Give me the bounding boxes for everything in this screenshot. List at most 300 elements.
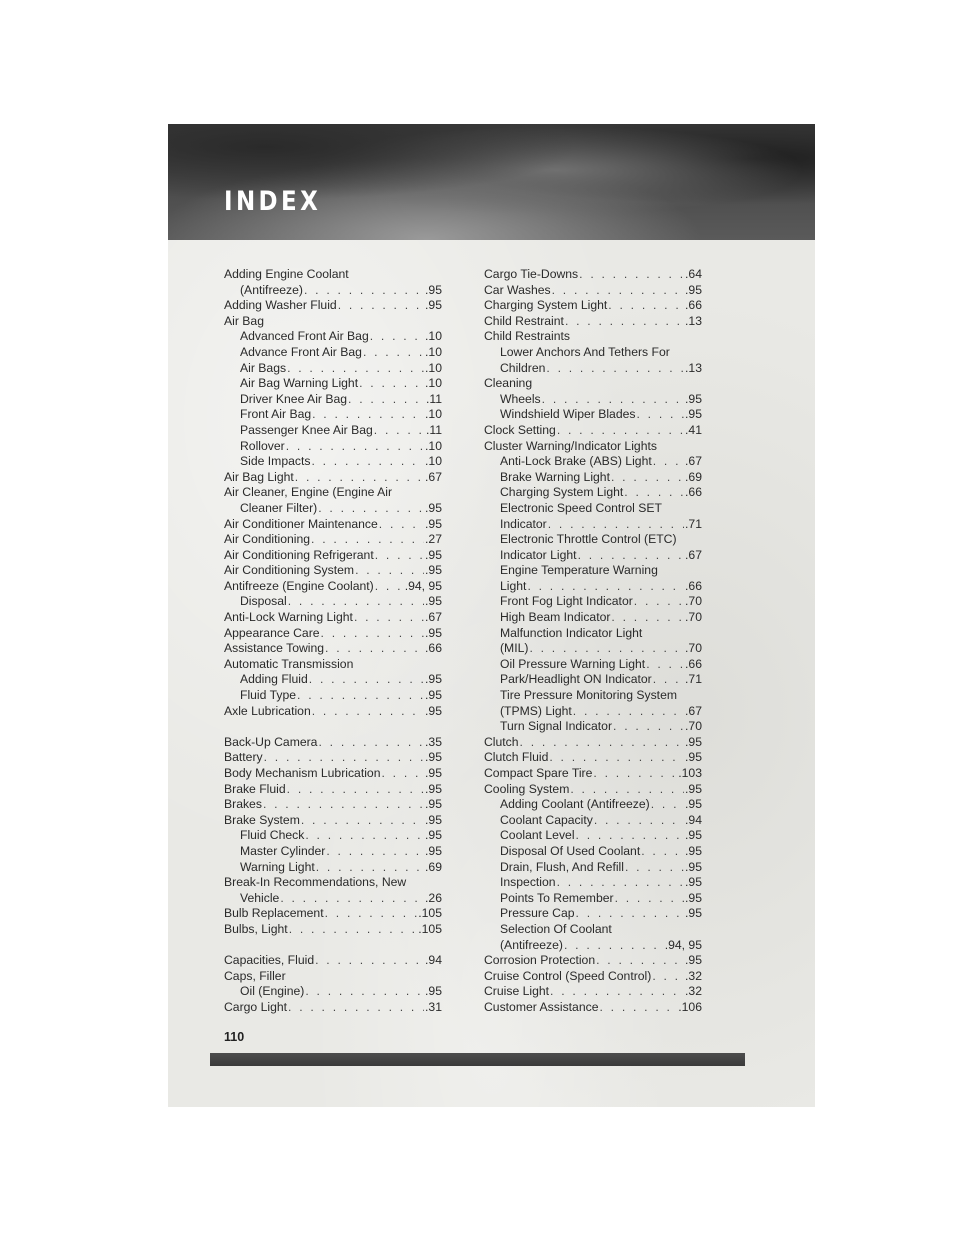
index-entry xyxy=(484,938,702,954)
entry-label: Bulb Replacement xyxy=(224,906,324,921)
dot-leader xyxy=(288,1000,424,1016)
entry-page: .95 xyxy=(685,875,702,890)
entry-page: .13 xyxy=(685,313,702,328)
index-entry xyxy=(224,704,442,720)
index-entry xyxy=(484,860,702,876)
entry-label: (Antifreeze) xyxy=(240,282,303,297)
index-entry xyxy=(224,439,442,455)
index-entry xyxy=(484,719,702,735)
entry-label: Advanced Front Air Bag xyxy=(240,329,369,344)
dot-leader xyxy=(634,594,684,610)
index-entry xyxy=(224,517,442,533)
entry-label: Charging System Light xyxy=(484,298,608,313)
index-entry xyxy=(224,797,442,813)
index-entry xyxy=(484,610,702,626)
entry-page: .95 xyxy=(425,703,442,718)
entry-page: .71 xyxy=(685,672,702,687)
entry-page: .67 xyxy=(425,469,442,484)
index-entry xyxy=(484,735,702,751)
index-entry xyxy=(224,875,442,891)
index-entry xyxy=(224,314,442,330)
entry-label: Rollover xyxy=(240,438,285,453)
entry-page: .69 xyxy=(425,859,442,874)
dot-leader xyxy=(318,501,424,517)
entry-label: Cluster Warning/Indicator Lights xyxy=(484,438,657,453)
dot-leader xyxy=(653,672,684,688)
entry-label: Light xyxy=(500,578,527,593)
entry-page: .95 xyxy=(685,828,702,843)
index-entry xyxy=(224,766,442,782)
entry-page: .41 xyxy=(685,422,702,437)
entry-label: Cleaner Filter) xyxy=(240,500,318,515)
index-entry xyxy=(484,517,702,533)
entry-label: Drain, Flush, And Refill xyxy=(500,859,624,874)
entry-page: .94, 95 xyxy=(404,578,442,593)
index-entry xyxy=(224,392,442,408)
dot-leader xyxy=(305,828,424,844)
dot-leader xyxy=(311,532,424,548)
entry-label: Brake Fluid xyxy=(224,781,286,796)
dot-leader xyxy=(315,953,424,969)
dot-leader xyxy=(288,594,424,610)
index-entry xyxy=(484,376,702,392)
index-entry xyxy=(484,532,702,548)
index-entry xyxy=(484,953,702,969)
entry-label: Master Cylinder xyxy=(240,843,326,858)
dot-leader xyxy=(542,392,684,408)
entry-page: .26 xyxy=(425,890,442,905)
entry-label: Oil Pressure Warning Light xyxy=(500,656,646,671)
entry-page: .10 xyxy=(425,454,442,469)
entry-page: .95 xyxy=(685,391,702,406)
entry-label: Brakes xyxy=(224,797,262,812)
index-entry xyxy=(484,407,702,423)
dot-leader xyxy=(312,407,424,423)
index-entry xyxy=(484,548,702,564)
footer-bar xyxy=(210,1053,745,1066)
index-entry xyxy=(484,361,702,377)
entry-label: Air Conditioning System xyxy=(224,563,355,578)
entry-page: .71 xyxy=(685,516,702,531)
entry-page: .95 xyxy=(685,890,702,905)
dot-leader xyxy=(316,860,424,876)
entry-label: Coolant Capacity xyxy=(500,812,593,827)
dot-leader xyxy=(570,782,684,798)
entry-page: .35 xyxy=(425,734,442,749)
index-entry xyxy=(484,392,702,408)
entry-label: Back-Up Camera xyxy=(224,734,318,749)
entry-page: .106 xyxy=(678,999,702,1014)
entry-page: .103 xyxy=(678,766,702,780)
entry-label: Air Conditioning xyxy=(224,532,311,547)
entry-page: .27 xyxy=(425,532,442,547)
index-entry xyxy=(484,844,702,860)
entry-page: .94 xyxy=(685,812,702,827)
entry-label: Axle Lubrication xyxy=(224,703,311,718)
dot-leader xyxy=(611,610,684,626)
dot-leader xyxy=(355,563,424,579)
index-entry xyxy=(224,345,442,361)
entry-page: .70 xyxy=(685,641,702,656)
entry-label: Cargo Tie-Downs xyxy=(484,267,579,281)
index-entry xyxy=(484,891,702,907)
entry-label: Air Conditioning Refrigerant xyxy=(224,547,374,562)
dot-leader xyxy=(297,688,424,704)
index-entry xyxy=(224,953,442,969)
entry-label: Adding Coolant (Antifreeze) xyxy=(500,797,650,812)
index-entry xyxy=(224,329,442,345)
index-entry xyxy=(224,501,442,517)
index-entry xyxy=(224,454,442,470)
entry-label: Break-In Recommendations, New xyxy=(224,875,407,890)
entry-label: Driver Knee Air Bag xyxy=(240,391,348,406)
dot-leader xyxy=(311,454,424,470)
entry-page: .95 xyxy=(425,563,442,578)
index-entry xyxy=(484,813,702,829)
entry-page: .95 xyxy=(685,859,702,874)
entry-page: .11 xyxy=(425,422,442,437)
index-entry xyxy=(484,672,702,688)
index-entry xyxy=(224,641,442,657)
index-entry xyxy=(224,407,442,423)
index-entry xyxy=(224,891,442,907)
index-entry xyxy=(484,828,702,844)
entry-label: Adding Washer Fluid xyxy=(224,298,337,313)
dot-leader xyxy=(309,672,424,688)
index-entry xyxy=(484,423,702,439)
entry-page: .13 xyxy=(685,360,702,375)
index-entry xyxy=(484,594,702,610)
entry-page: .95 xyxy=(425,282,442,297)
index-entry xyxy=(484,314,702,330)
entry-label: Automatic Transmission xyxy=(224,656,354,671)
dot-leader xyxy=(641,844,684,860)
entry-label: Turn Signal Indicator xyxy=(500,719,613,734)
entry-label: Fluid Check xyxy=(240,828,305,843)
dot-leader xyxy=(608,298,684,314)
index-entry xyxy=(484,298,702,314)
entry-label: Points To Remember xyxy=(500,890,614,905)
entry-page: .10 xyxy=(425,407,442,422)
index-entry xyxy=(224,844,442,860)
index-entry xyxy=(484,626,702,642)
index-entry xyxy=(484,704,702,720)
index-entry xyxy=(224,828,442,844)
index-entry xyxy=(484,454,702,470)
index-entry xyxy=(224,782,442,798)
entry-page: .66 xyxy=(685,656,702,671)
header-banner xyxy=(168,124,815,240)
entry-page: .66 xyxy=(685,298,702,313)
dot-leader xyxy=(549,750,684,766)
index-entry xyxy=(224,860,442,876)
index-entry xyxy=(224,626,442,642)
entry-page: .95 xyxy=(685,953,702,968)
index-entry xyxy=(224,1000,442,1016)
entry-page: .67 xyxy=(685,703,702,718)
index-entry xyxy=(224,813,442,829)
index-entry xyxy=(224,906,442,922)
entry-page: .32 xyxy=(685,984,702,999)
dot-leader xyxy=(552,283,684,299)
entry-page: .95 xyxy=(425,547,442,562)
dot-leader xyxy=(338,298,424,314)
index-entry xyxy=(484,641,702,657)
entry-label: Clutch xyxy=(484,734,519,749)
entry-label: Assistance Towing xyxy=(224,641,325,656)
dot-leader xyxy=(578,548,684,564)
entry-label: Antifreeze (Engine Coolant) xyxy=(224,578,374,593)
entry-label: Children xyxy=(500,360,546,375)
dot-leader xyxy=(625,860,684,876)
dot-leader xyxy=(593,766,677,782)
dot-leader xyxy=(646,657,684,673)
entry-label: Adding Fluid xyxy=(240,672,308,687)
entry-page: .95 xyxy=(685,734,702,749)
dot-leader xyxy=(557,875,684,891)
entry-label: Advance Front Air Bag xyxy=(240,344,362,359)
entry-page: .95 xyxy=(425,797,442,812)
entry-label: Air Bags xyxy=(240,360,287,375)
entry-label: Anti-Lock Brake (ABS) Light xyxy=(500,454,652,469)
index-entry xyxy=(484,766,702,782)
entry-label: Compact Spare Tire xyxy=(484,766,593,780)
index-entry xyxy=(484,267,702,283)
entry-label: Cooling System xyxy=(484,781,570,796)
entry-page: .67 xyxy=(425,610,442,625)
entry-page: .95 xyxy=(425,298,442,313)
index-entry xyxy=(484,657,702,673)
entry-label: Adding Engine Coolant xyxy=(224,267,349,281)
dot-leader xyxy=(348,392,425,408)
entry-label: Passenger Knee Air Bag xyxy=(240,422,373,437)
index-entry xyxy=(224,470,442,486)
entry-page: .66 xyxy=(425,641,442,656)
entry-page: .105 xyxy=(418,906,442,921)
dot-leader xyxy=(653,454,684,470)
index-entry xyxy=(224,922,442,938)
entry-page: .95 xyxy=(425,516,442,531)
dot-leader xyxy=(382,766,425,782)
entry-page: .95 xyxy=(685,843,702,858)
entry-label: (MIL) xyxy=(500,641,529,656)
entry-label: Clutch Fluid xyxy=(484,750,549,765)
dot-leader xyxy=(565,314,684,330)
entry-label: Battery xyxy=(224,750,263,765)
entry-page: .95 xyxy=(425,594,442,609)
entry-page: .70 xyxy=(685,610,702,625)
index-entry xyxy=(224,485,442,501)
index-entry xyxy=(484,439,702,455)
entry-label: Air Bag xyxy=(224,313,264,328)
index-entry xyxy=(484,470,702,486)
index-entry xyxy=(224,969,442,985)
index-column-right xyxy=(484,267,702,1016)
entry-page: .10 xyxy=(425,438,442,453)
entry-label: (Antifreeze) xyxy=(500,937,563,952)
page-number: 110 xyxy=(224,1030,245,1044)
index-entry xyxy=(224,548,442,564)
index-entry xyxy=(484,797,702,813)
entry-label: Inspection xyxy=(500,875,556,890)
index-entry xyxy=(224,298,442,314)
dot-leader xyxy=(651,797,684,813)
entry-page: .95 xyxy=(425,812,442,827)
dot-leader xyxy=(287,361,424,377)
index-entry xyxy=(484,906,702,922)
dot-leader xyxy=(579,267,684,283)
dot-leader xyxy=(636,407,684,423)
entry-label: Caps, Filler xyxy=(224,968,286,983)
dot-leader xyxy=(652,969,684,985)
index-entry xyxy=(484,984,702,1000)
entry-label: Child Restraints xyxy=(484,329,571,344)
dot-leader xyxy=(305,984,424,1000)
index-entry xyxy=(224,376,442,392)
index-entry xyxy=(224,672,442,688)
index-entry xyxy=(484,782,702,798)
entry-page: .10 xyxy=(425,360,442,375)
manual-page xyxy=(168,124,815,1107)
index-entry xyxy=(224,657,442,673)
dot-leader xyxy=(325,641,424,657)
entry-page: .95 xyxy=(425,672,442,687)
entry-label: Air Bag Light xyxy=(224,469,294,484)
index-entry xyxy=(224,423,442,439)
index-entry xyxy=(484,485,702,501)
dot-leader xyxy=(280,891,424,907)
dot-leader xyxy=(286,439,424,455)
index-entry xyxy=(484,922,702,938)
dot-leader xyxy=(321,626,425,642)
entry-label: Lower Anchors And Tethers For xyxy=(500,344,670,359)
index-entry xyxy=(224,688,442,704)
entry-label: Appearance Care xyxy=(224,625,320,640)
entry-label: Fluid Type xyxy=(240,688,297,703)
entry-page: .95 xyxy=(425,781,442,796)
entry-label: Park/Headlight ON Indicator xyxy=(500,672,652,687)
entry-page: .95 xyxy=(425,625,442,640)
dot-leader xyxy=(576,906,685,922)
dot-leader xyxy=(325,906,418,922)
entry-label: Vehicle xyxy=(240,890,280,905)
entry-page: .32 xyxy=(685,968,702,983)
entry-label: Pressure Cap xyxy=(500,906,575,921)
dot-leader xyxy=(375,548,424,564)
dot-leader xyxy=(564,938,664,954)
index-entry xyxy=(224,735,442,751)
entry-label: Wheels xyxy=(500,391,541,406)
entry-page: .95 xyxy=(685,906,702,921)
entry-page: .94 xyxy=(425,953,442,968)
page-title: INDEX xyxy=(224,186,322,217)
entry-page: .67 xyxy=(685,547,702,562)
index-entry xyxy=(224,579,442,595)
dot-leader xyxy=(550,984,684,1000)
dot-leader xyxy=(374,423,425,439)
entry-page: .95 xyxy=(685,750,702,765)
entry-label: Air Bag Warning Light xyxy=(240,376,359,391)
entry-label: Electronic Speed Control SET xyxy=(500,500,662,515)
dot-leader xyxy=(326,844,424,860)
entry-page: .70 xyxy=(685,594,702,609)
index-entry xyxy=(484,688,702,704)
entry-label: Anti-Lock Warning Light xyxy=(224,610,353,625)
dot-leader xyxy=(596,953,684,969)
index-entry xyxy=(484,750,702,766)
index-entry xyxy=(224,610,442,626)
index-entry xyxy=(224,532,442,548)
entry-label: Cruise Control (Speed Control) xyxy=(484,968,652,983)
entry-label: Brake Warning Light xyxy=(500,469,610,484)
entry-label: Cruise Light xyxy=(484,984,550,999)
entry-label: Engine Temperature Warning xyxy=(500,563,658,578)
entry-label: Bulbs, Light xyxy=(224,921,288,936)
dot-leader xyxy=(520,735,685,751)
entry-page: .95 xyxy=(425,828,442,843)
dot-leader xyxy=(611,470,684,486)
entry-label: Malfunction Indicator Light xyxy=(500,625,643,640)
dot-leader xyxy=(379,517,424,533)
entry-label: Front Air Bag xyxy=(240,407,312,422)
entry-page: .95 xyxy=(425,750,442,765)
dot-leader xyxy=(289,922,418,938)
index-entry xyxy=(224,267,442,283)
entry-page: .10 xyxy=(425,344,442,359)
dot-leader xyxy=(613,719,684,735)
dot-leader xyxy=(557,423,684,439)
dot-leader xyxy=(548,517,684,533)
entry-page: .95 xyxy=(425,500,442,515)
entry-page: .95 xyxy=(685,797,702,812)
dot-leader xyxy=(312,704,424,720)
entry-page: .95 xyxy=(425,843,442,858)
entry-label: Air Cleaner, Engine (Engine Air xyxy=(224,485,393,500)
entry-label: Child Restraint xyxy=(484,313,564,328)
entry-label: Car Washes xyxy=(484,282,551,297)
dot-leader xyxy=(359,376,424,392)
entry-label: Corrosion Protection xyxy=(484,953,596,968)
entry-label: Coolant Level xyxy=(500,828,575,843)
entry-page: .66 xyxy=(685,485,702,500)
entry-page: .67 xyxy=(685,454,702,469)
entry-label: Front Fog Light Indicator xyxy=(500,594,633,609)
entry-label: Side Impacts xyxy=(240,454,311,469)
dot-leader xyxy=(318,735,424,751)
entry-page: .10 xyxy=(425,376,442,391)
entry-page: .31 xyxy=(425,999,442,1014)
dot-leader xyxy=(529,641,684,657)
dot-leader xyxy=(263,797,424,813)
dot-leader xyxy=(576,828,685,844)
index-entry xyxy=(484,1000,702,1016)
dot-leader xyxy=(375,579,404,595)
entry-label: Tire Pressure Monitoring System xyxy=(500,688,677,703)
entry-page: .64 xyxy=(685,267,702,281)
index-entry xyxy=(484,563,702,579)
dot-leader xyxy=(304,283,424,299)
dot-leader xyxy=(301,813,424,829)
entry-page: .70 xyxy=(685,719,702,734)
entry-page: .10 xyxy=(425,329,442,344)
index-entry xyxy=(224,283,442,299)
index-entry xyxy=(224,563,442,579)
dot-leader xyxy=(624,485,684,501)
dot-leader xyxy=(354,610,424,626)
entry-label: Indicator Light xyxy=(500,547,577,562)
dot-leader xyxy=(594,813,684,829)
entry-page: .95 xyxy=(685,282,702,297)
